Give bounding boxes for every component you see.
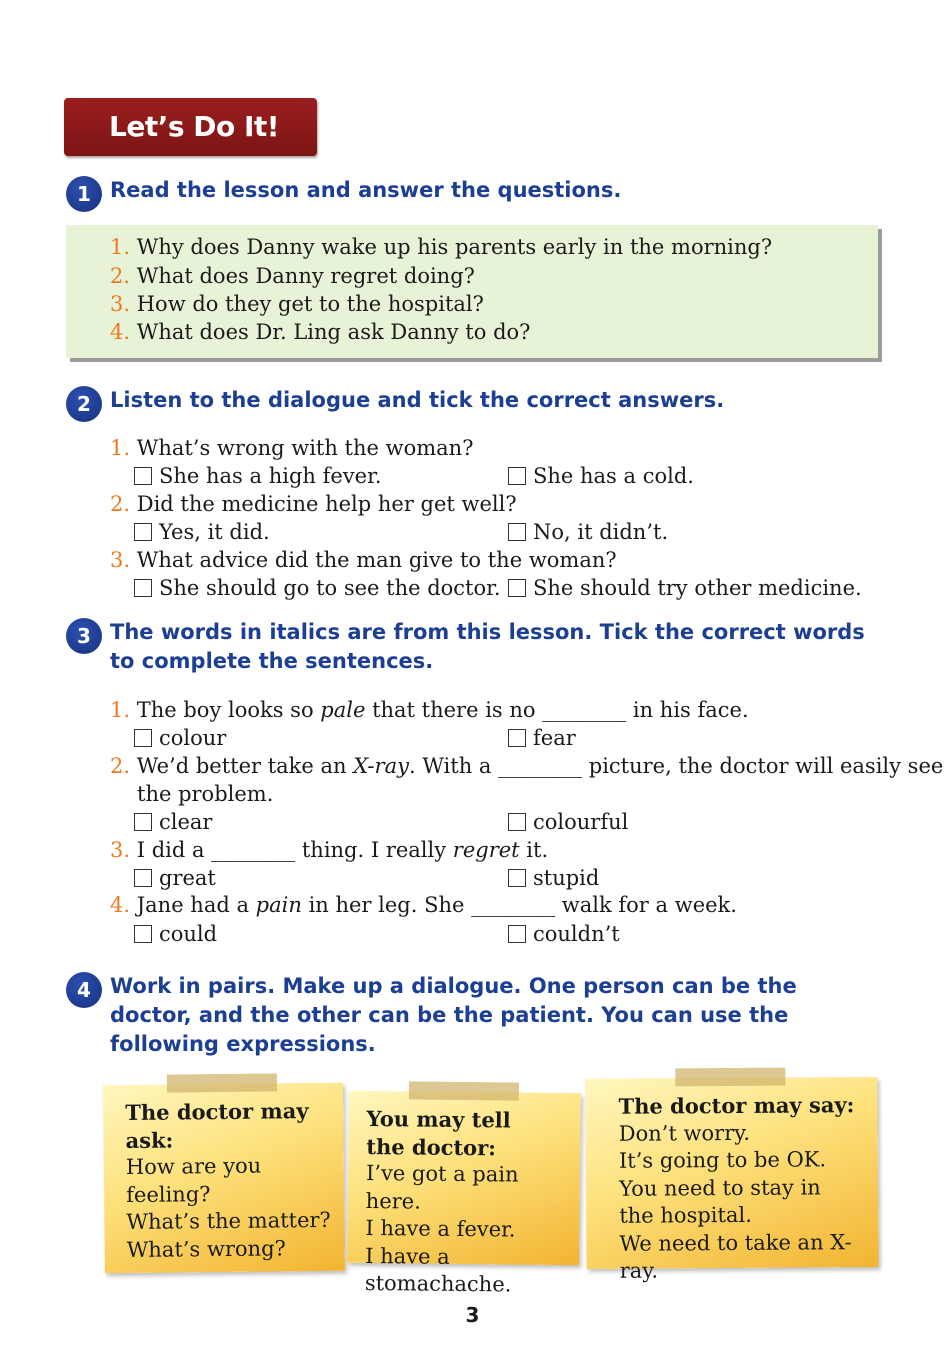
note-line: I’ve got a pain here. [365, 1160, 519, 1214]
lets-do-it-banner: Let’s Do It! [64, 98, 317, 156]
section-4-header [66, 972, 880, 1059]
checkbox[interactable] [508, 813, 526, 831]
sentence-2: 2. We’d better take an X-ray. With a ________ picture, the doctor will easily see [110, 754, 944, 778]
note-tell-doctor [347, 1091, 581, 1297]
tape [167, 1073, 277, 1092]
word-option[interactable]: clear [134, 810, 212, 834]
tape [675, 1068, 785, 1087]
section-3-title: The words in italics are from this lesson. Tick the correct words to complete the sentences. [110, 620, 865, 673]
section-number: 3 [66, 618, 102, 654]
checkbox[interactable] [134, 729, 152, 747]
checkbox[interactable] [508, 523, 526, 541]
word-option[interactable]: colourful [508, 810, 628, 834]
note-line: What’s wrong? [126, 1235, 286, 1262]
checkbox[interactable] [508, 869, 526, 887]
word-option[interactable]: couldn’t [508, 922, 620, 946]
checkbox[interactable] [508, 925, 526, 943]
checkbox[interactable] [134, 523, 152, 541]
listen-question-3: 3. What advice did the man give to the woman? [110, 548, 617, 572]
note-line: We need to take an X-ray. [619, 1229, 852, 1283]
checkbox[interactable] [508, 467, 526, 485]
word-option[interactable]: stupid [508, 866, 599, 890]
question-4: 4. What does Dr. Ling ask Danny to do? [110, 320, 531, 344]
checkbox[interactable] [134, 925, 152, 943]
section-2-title: Listen to the dialogue and tick the correct answers. [110, 388, 725, 412]
note-line: I have a fever. [365, 1215, 516, 1242]
note-line: Don’t worry. [618, 1120, 751, 1146]
note-title: The doctor may ask: [125, 1098, 309, 1153]
section-1-title: Read the lesson and answer the questions. [110, 178, 622, 202]
checkbox[interactable] [508, 579, 526, 597]
answer-option[interactable]: She has a high fever. [134, 464, 382, 488]
note-line: How are you feeling? [125, 1153, 262, 1207]
answer-option[interactable]: She has a cold. [508, 464, 694, 488]
answer-option[interactable]: She should go to see the doctor. [134, 576, 501, 600]
section-2-header [66, 386, 880, 422]
page-number: 3 [465, 1303, 480, 1327]
section-4-title: Work in pairs. Make up a dialogue. One person can be the doctor, and the other can be the patient. You can use the following expressions. [110, 974, 797, 1056]
section-number: 1 [66, 176, 102, 212]
word-option[interactable]: colour [134, 726, 226, 750]
section-number: 4 [66, 972, 102, 1008]
note-line: You need to stay in the hospital. [619, 1174, 821, 1228]
note-title: The doctor may say: [618, 1092, 855, 1119]
word-option[interactable]: could [134, 922, 217, 946]
question-1: 1. Why does Danny wake up his parents early in the morning? [110, 235, 773, 259]
sentence-4: 4. Jane had a pain in her leg. She ________ walk for a week. [110, 893, 737, 917]
note-line: What’s the matter? [126, 1207, 331, 1235]
checkbox[interactable] [134, 579, 152, 597]
checkbox[interactable] [508, 729, 526, 747]
sentence-3: 3. I did a ________ thing. I really regret it. [110, 838, 549, 862]
answer-option[interactable]: Yes, it did. [134, 520, 270, 544]
note-doctor-may-say [585, 1077, 878, 1283]
answer-option[interactable]: No, it didn’t. [508, 520, 668, 544]
section-3-header [66, 618, 880, 676]
answer-option[interactable]: She should try other medicine. [508, 576, 862, 600]
section-number: 2 [66, 386, 102, 422]
sentence-2-continued: the problem. [137, 782, 274, 806]
listen-question-1: 1. What’s wrong with the woman? [110, 436, 474, 460]
word-option[interactable]: great [134, 866, 216, 890]
question-2: 2. What does Danny regret doing? [110, 264, 475, 288]
note-title: You may tell the doctor: [366, 1105, 511, 1160]
checkbox[interactable] [134, 467, 152, 485]
word-option[interactable]: fear [508, 726, 576, 750]
question-3: 3. How do they get to the hospital? [110, 292, 484, 316]
note-line: It’s going to be OK. [618, 1147, 827, 1173]
checkbox[interactable] [134, 813, 152, 831]
section-1-header [66, 176, 880, 212]
tape [409, 1081, 519, 1100]
note-doctor-may-ask [103, 1083, 345, 1274]
note-line: I have a stomachache. [364, 1243, 512, 1297]
sentence-1: 1. The boy looks so pale that there is no ________ in his face. [110, 698, 749, 722]
listen-question-2: 2. Did the medicine help her get well? [110, 492, 517, 516]
checkbox[interactable] [134, 869, 152, 887]
